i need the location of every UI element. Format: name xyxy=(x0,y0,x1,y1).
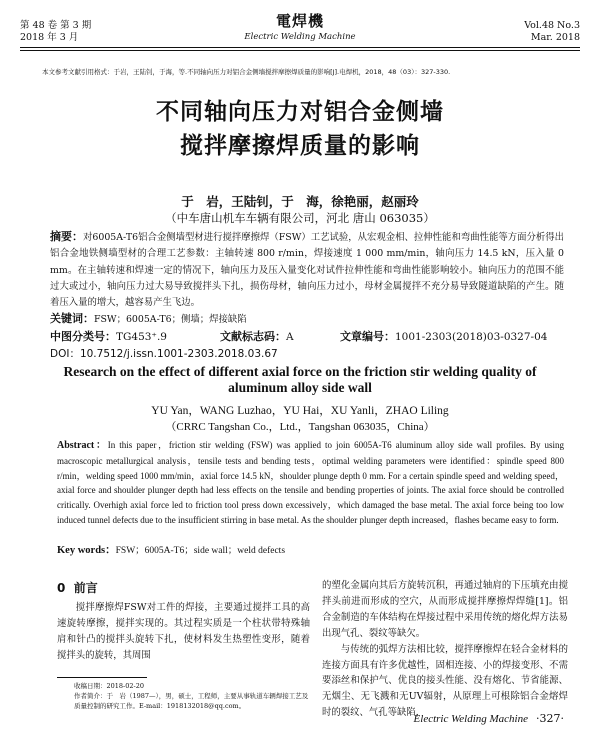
volume-issue-cn: 第 48 卷 第 3 期 xyxy=(20,20,92,31)
received-date: 收稿日期：2018-02-20 xyxy=(74,682,144,690)
keywords-en-text: FSW；6005A-T6；side wall；weld defects xyxy=(115,546,286,556)
clc-number xyxy=(50,328,167,344)
author-bio: 作者简介：于 岩（1987—），男，硕士，工程师，主要从事轨道车辆焊接工艺及质量控制的研究工作。E-mail：1918132018@qq.com。 xyxy=(74,692,309,710)
abstract-en-label: Abstract： xyxy=(57,440,108,451)
volume-issue-en: Vol.48 No.3 xyxy=(524,20,580,31)
keywords-en xyxy=(57,542,285,557)
keywords-cn-label: 关键词： xyxy=(50,312,94,325)
journal-masthead xyxy=(0,10,600,42)
keywords-cn xyxy=(50,310,247,326)
section-title: 前言 xyxy=(73,581,98,595)
keywords-en-label: Key words： xyxy=(57,545,116,556)
footer-journal-name: Electric Welding Machine xyxy=(413,713,528,725)
abstract-en-text: In this paper，friction stir welding (FSW) was applied to join 6005A-T6 aluminum alloy side wall profiles. By using macroscopic metallurgical analysis，tensile tests and bending tests，optimal welding parameters were identified：spindle speed 800 r/min，welding speed 1000 mm/min，axial force 14.5 kN，shoulder plunge depth 0 mm. For a certain spindle speed and welding speed，axial force and shoulder plunger depth had less effects on the tensile and bending properties of joints. The axial force should be controlled critically. Overhigh axial force led to friction tool press down excessively，which damaged the base metal. The axial force being too low induced tunnel defects due to the insufficient stirring in base metal. As the shoulder plunger depth increased，flashes became easy to form. xyxy=(57,440,564,525)
page-number: ·327· xyxy=(536,712,564,725)
document-code xyxy=(220,328,294,344)
paper-title-cn xyxy=(0,95,600,163)
clc-value: TG453⁺.9 xyxy=(116,331,167,343)
article-number xyxy=(340,328,547,344)
abstract-cn-text: 对6005A-T6铝合金侧墙型材进行搅拌摩擦焊（FSW）工艺试验，从宏观金相、拉伸性能和弯曲性能等方面分析得出铝合金地铁侧墙型材的合理工艺参数：主轴转速 800 r/min，焊接速度 1 000 mm/min，轴向压力 14.5 kN，压入量 0 mm。在主轴转速和焊速一定的情况下，轴向压力及压入量变化对试件拉伸性能和弯曲性能影响较小。轴向压力的范围不能过大或过小，轴向压力过大易导致搅拌头下扎，损伤母材，轴向压力过小，母材金属搅拌不充分易导致隧道缺陷的产生。随着压入量的增大，越容易产生飞边。 xyxy=(50,232,564,309)
abstract-cn-label: 摘要： xyxy=(50,230,84,243)
date-en: Mar. 2018 xyxy=(530,32,580,43)
journal-logo: 電焊機 xyxy=(275,12,324,30)
doc-value: A xyxy=(286,331,294,343)
body-column-right xyxy=(322,578,568,721)
article-label: 文章编号： xyxy=(340,330,395,343)
body-paragraph: 搅拌摩擦焊FSW对工件的焊接，主要通过搅拌工具的高速旋转摩擦，搅拌实现的。其过程实质是一个柱状带特殊轴肩和针凸的搅拌头旋转下扎，使材料发生热塑性变形，随着搅拌头的旋转，其周围 xyxy=(57,602,310,662)
paper-title-en: Research on the effect of different axial force on the friction stir welding quality of aluminum alloy side wall xyxy=(63,364,537,395)
footnote xyxy=(74,681,314,711)
footnote-rule xyxy=(57,677,147,678)
abstract-cn xyxy=(50,229,564,311)
citation-format: 本文参考文献引用格式：于岩，王陆钊，于海，等.不同轴向压力对铝合金侧墙搅拌摩擦焊质量的影响[J].电焊机，2018，48（03）：327-330. xyxy=(42,68,451,76)
keywords-cn-text: FSW；6005A-T6；侧墙；焊接缺陷 xyxy=(94,314,247,325)
title-line-2: 搅拌摩擦焊质量的影响 xyxy=(180,133,420,159)
section-number: 0 xyxy=(57,581,66,595)
authors-en: YU Yan，WANG Luzhao，YU Hai，XU Yanli，ZHAO Liling xyxy=(151,405,449,417)
section-heading xyxy=(57,580,310,596)
affiliation-en: （CRRC Tangshan Co.，Ltd.，Tangshan 063035，China） xyxy=(165,421,435,433)
header-rule-thin xyxy=(20,50,580,51)
header-right xyxy=(524,20,580,44)
body-paragraph-cont: 的塑化金属向其后方旋转沉积，再通过轴肩的下压填充由搅拌头前进而形成的空穴，从而形成搅拌摩擦焊焊缝[1]。铝合金制造的车体结构在焊接过程中采用传统的熔化焊方法易出现气孔、裂纹等缺欠。 xyxy=(322,580,568,639)
authors-cn: 于 岩，王陆钊，于 海，徐艳丽，赵丽玲 xyxy=(181,194,419,209)
page-footer xyxy=(414,712,564,725)
body-paragraph: 与传统的弧焊方法相比较，搅拌摩擦焊在轻合金材料的连接方面具有许多优越性，固相连接、小的焊接变形、不需要添丝和保护气、优良的接头性能、没有熔化、节省能源、无烟尘、无飞溅和无UV辐射，从原理上可根除铝合金熔焊时的裂纹、气孔等缺陷， xyxy=(322,643,568,719)
body-column-left xyxy=(57,580,310,664)
affiliation-cn: （中车唐山机车车辆有限公司，河北 唐山 063035） xyxy=(165,211,435,225)
date-cn: 2018 年 3 月 xyxy=(20,32,79,43)
journal-name-en: Electric Welding Machine xyxy=(244,32,356,42)
title-line-1: 不同轴向压力对铝合金侧墙 xyxy=(156,99,444,125)
abstract-en xyxy=(57,438,564,528)
doi: DOI：10.7512/j.issn.1001-2303.2018.03.67 xyxy=(50,348,278,360)
doc-label: 文献标志码： xyxy=(220,330,286,343)
header-rule xyxy=(20,47,580,48)
article-value: 1001-2303(2018)03-0327-04 xyxy=(395,331,548,343)
clc-label: 中图分类号： xyxy=(50,330,116,343)
